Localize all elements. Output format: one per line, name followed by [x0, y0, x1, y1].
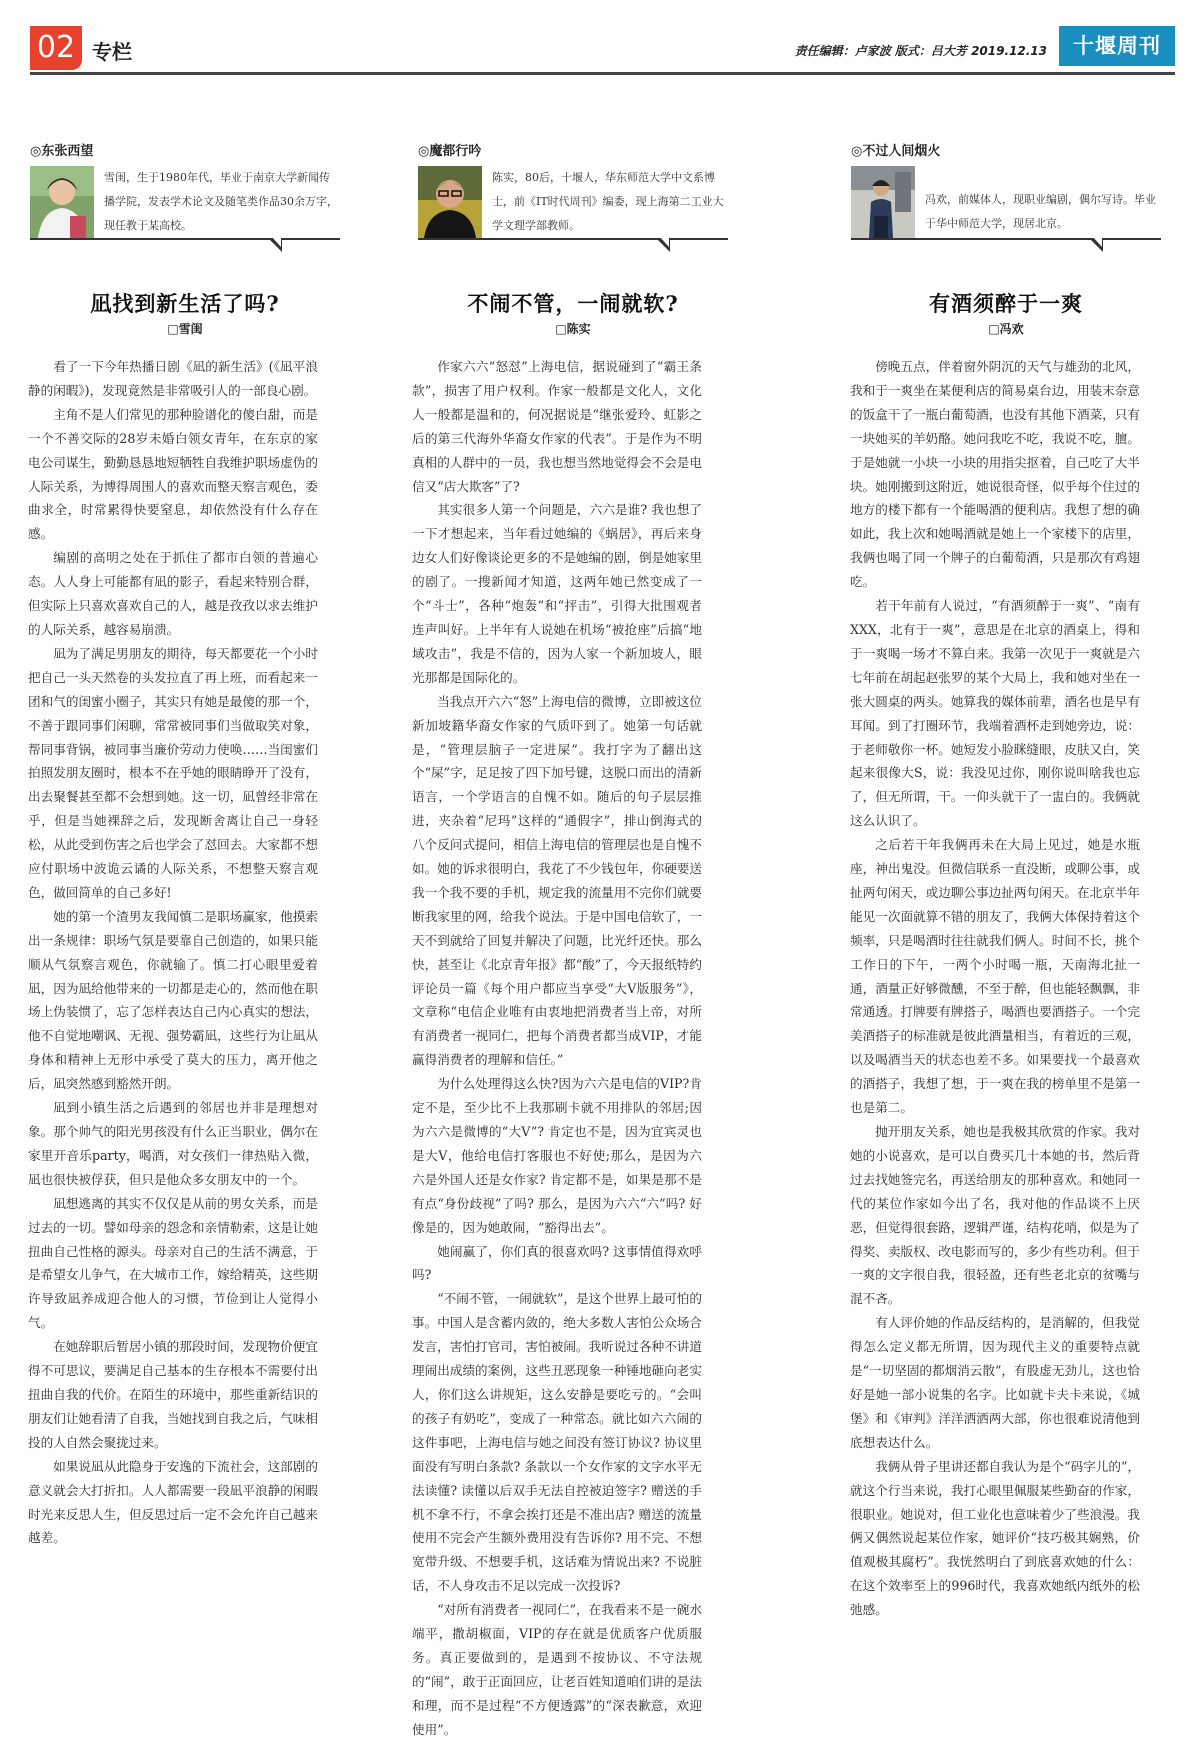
speech-tail: [268, 238, 282, 252]
article-author: □雪闺: [167, 322, 203, 336]
paragraph: “不闹不管，一闹就软”，是这个世界上最可怕的事。中国人是含蓄内敛的，绝大多数人害怕公众场合发言，害怕打官司，害怕被闹。我听说过各种不讲道理闹出成绩的案例，这些丑恶现象一种锤地砸向老实人，你们这么讲规矩，这么安静是要吃亏的。“会叫的孩子有奶吃”，变成了一种常态。就比如六六闹的这件事吧，上海电信与她之间没有签订协议? 协议里面没有写明白条款? 条款以一个女作家的文字水平无法读懂? 读懂以后双手无法自控被迫签字? 赠送的手机不拿不行，不拿会挨打还是不准出店? 赠送的流量使用不完会产生额外费用没有告诉你? 用不完、不想宽带升级、不想要手机，这话难为情说出来? 不说脏话，不人身攻击不足以完成一次投诉?: [412, 1291, 702, 1594]
paragraph: 看了一下今年热播日剧《凪的新生活》(《凪平浪静的闲暇》)，发现竟然是非常吸引人的一部良心剧。: [28, 359, 318, 398]
article-body-1: [28, 355, 318, 1550]
paragraph: 有人评价她的作品反结构的，是消解的，但我觉得怎么定义都无所谓，因为现代主义的重要特点就是“一切坚固的都烟消云散”，有股虚无劲儿，这也恰好是她一部小说集的名字。比如就卡夫卡来说，《城堡》和《审判》洋洋洒洒两大部，你也很难说清他到底想表达什么。: [850, 1315, 1140, 1450]
article-author: □冯欢: [988, 322, 1024, 336]
paragraph: 凪为了满足男朋友的期待，每天都要花一个小时把自己一头天然卷的头发拉直了再上班，而看起来一团和气的闺蜜小圈子，其实只有她是最傻的那一个，不善于跟同事们闲聊，常常被同事们当做取笑对象，帮同事背锅，被同事当廉价劳动力使唤……当闺蜜们拍照发朋友圈时，根本不在乎她的眼睛睁开了没有，出去聚餐甚至都不会想到她。这一切，凪曾经非常在乎，但是当她裸辞之后，发现断舍离让自己一身轻松，从此受到伤害之后也学会了怼回去。大家都不想应付职场中波诡云谲的人际关系，不想整天察言观色，做回简单的自己多好!: [28, 645, 318, 900]
header-divider: [30, 72, 1175, 75]
article-author: □陈实: [555, 322, 591, 336]
column-name: ◎东张西望: [30, 144, 94, 159]
author-bio-box: [418, 166, 728, 240]
paragraph: “对所有消费者一视同仁”，在我看来不是一碗水端平，撒胡椒面，VIP的存在就是优质客户优质服务。真正要做到的，是遇到不按协议、不守法规的“闹”，敢于正面回应，让老百姓知道咱们讲的是法和理，而不是过程“不方便透露”的“深表歉意，欢迎使用”。: [412, 1602, 702, 1737]
column-2: [418, 142, 728, 337]
paragraph: 主角不是人们常见的那种脸谱化的傻白甜，而是一个不善交际的28岁未婚白领女青年，在东京的家电公司谋生，勤勤恳恳地短牺牲自我维护职场虚伪的人际关系，为博得周围人的喜欢而整天察言观色，委曲求全，时常累得快要窒息，却依然没有什么存在感。: [28, 406, 318, 542]
article-body-2: [412, 355, 702, 1742]
paragraph: 凪想逃离的其实不仅仅是从前的男女关系，而是过去的一切。譬如母亲的怨念和亲情勒索，这是让她扭曲自己性格的源头。母亲对自己的生活不满意，于是希望女儿争气，在大城市工作，嫁给精英，这些期许导致凪养成迎合他人的习惯，节俭到让人觉得小气。: [28, 1195, 318, 1331]
paragraph: 为什么处理得这么快?因为六六是电信的VIP?肯定不是，至少比不上我那刷卡就不用排队的邻居;因为六六是微博的“大V”? 肯定也不是，因为宜宾灵也是大V，他给电信打客服也不好使;那么，是因为六六是外国人还是女作家? 肯定都不是，如果是那不是有点“身份歧视”了吗? 那么，是因为六六“六”吗? 好像是的，因为她敢闹，“豁得出去”。: [412, 1076, 702, 1235]
paragraph: 编剧的高明之处在于抓住了都市白领的普遍心态。人人身上可能都有凪的影子，看起来特别合群，但实际上只喜欢喜欢自己的人，越是孜孜以求去维护的人际关系，越容易崩溃。: [28, 550, 318, 637]
paragraph: 我俩从骨子里讲还都自我认为是个“码字儿的”，就这个行当来说，我打心眼里佩服某些勤奋的作家，很职业。她说对，但工业化也意味着少了些浪漫。我俩又偶然说起某位作家，她评价“技巧极其娴熟，价值观极其腐朽”。我恍然明白了到底喜欢她的什么：在这个效率至上的996时代，我喜欢她纸内纸外的松弛感。: [850, 1458, 1140, 1618]
author-bio-box: [851, 166, 1161, 240]
column-name: ◎魔都行吟: [418, 144, 482, 159]
author-bio-box: [30, 166, 340, 240]
column-3: [851, 142, 1161, 337]
paragraph: 作家六六“怒怼”上海电信，据说碰到了“霸王条款”，损害了用户权利。作家一般都是文化人，文化人一般都是温和的，何况据说是“继张爱玲、虹影之后的第三代海外华裔女作家的代表”。于是作为不明真相的人群中的一员，我也想当然地觉得会不会是电信又“店大欺客”了?: [412, 359, 702, 494]
speech-tail: [656, 238, 670, 252]
editor-credits: 责任编辑：卢家波 版式：吕大芳 2019.12.13: [794, 44, 1047, 58]
author-bio: 陈实，80后，十堰人，华东师范大学中文系博士，前《IT时代周刊》编委，现上海第二工业大学文理学部教师。: [492, 171, 724, 232]
author-bio: 冯欢，前媒体人，现职业编剧，偶尔写诗。毕业于华中师范大学，现居北京。: [925, 193, 1156, 230]
speech-tail: [1089, 238, 1103, 252]
page-number: 02: [30, 26, 82, 70]
paragraph: 她闹赢了，你们真的很喜欢吗? 这事情值得欢呼吗?: [412, 1243, 702, 1283]
column-name: ◎不过人间烟火: [851, 144, 941, 159]
paragraph: 如果说凪从此隐身于安逸的下流社会，这部剧的意义就会大打折扣。人人都需要一段凪平浪静的闲暇时光来反思人生，但反思过后一定不会允许自己越来越差。: [28, 1458, 318, 1546]
article-title: 有酒须醉于一爽: [929, 291, 1083, 316]
paragraph: 凪到小镇生活之后遇到的邻居也并非是理想对象。那个帅气的阳光男孩没有什么正当职业，偶尔在家里开音乐party，喝酒，对女孩们一律热贴入微，凪也很快被俘获，但只是他众多女朋友中的一个。: [28, 1100, 318, 1187]
masthead-logo: 十堰周刊: [1059, 26, 1175, 66]
author-bio: 雪闺，生于1980年代，毕业于南京大学新闻传播学院，发表学术论文及随笔类作品30余万字，现任教于某高校。: [104, 171, 338, 232]
paragraph: 若干年前有人说过，“有酒须醉于一爽”、“南有XXX，北有于一爽”，意思是在北京的酒桌上，得和于一爽喝一场才不算白来。我第一次见于一爽就是六七年前在胡起赵张罗的某个大局上，我和她对坐在一张大圆桌的两头。她算我的媒体前辈，酒名也是早有耳闻。到了打圈环节，我端着酒杯走到她旁边，说：于老师敬你一杯。她短发小脸眯缝眼，皮肤又白，笑起来很像大S，说：我没见过你，刚你说叫啥我也忘了，但无所谓，干。一仰头就干了一盅白的。我俩就这么认识了。: [850, 598, 1140, 829]
paragraph: 之后若干年我俩再未在大局上见过，她是水瓶座，神出鬼没。但微信联系一直没断，或聊公事，或扯两句闲天，或边聊公事边扯两句闲天。在北京半年能见一次面就算不错的朋友了，我俩大体保持着这个频率，只是喝酒时往往就我们俩人。时间不长，挑个工作日的下午，一两个小时喝一瓶，天南海北扯一通，酒量正好够微醺，不至于醉，但也能轻飘飘，非常通透。打牌要有牌搭子，喝酒也要酒搭子。一个完美酒搭子的标准就是彼此酒量相当，有着近的三观，以及喝酒当天的状态也差不多。如果要找一个最喜欢的酒搭子，我想了想，于一爽在我的榜单里不是第一也是第二。: [850, 837, 1140, 1116]
article-title: 凪找到新生活了吗?: [90, 291, 280, 316]
paragraph: 其实很多人第一个问题是，六六是谁? 我也想了一下才想起来，当年看过她编的《蜗居》，再后来身边女人们好像谈论更多的不是她编的剧，倒是她家里的剧了。一搜新闻才知道，这两年她已然变成了一个“斗士”，各种“炮轰”和“抨击”，引得大批围观者连声叫好。上半年有人说她在机场“被抢座”后搞“地域攻击”，我是不信的，因为人家一个新加坡人，眼光那都是国际化的。: [412, 502, 702, 685]
paragraph: 她的第一个渣男友我闻慎二是职场赢家，他摸索出一条规律：职场气氛是要靠自己创造的，如果只能顺从气氛察言观色，你就输了。慎二打心眼里爱着凪，因为凪给他带来的一切都是走心的，然而他在职场上伪装惯了，忘了怎样表达自己内心真实的想法，他不自觉地嘲讽、无视、强势霸凪，这些行为让凪从身体和精神上无形中承受了莫大的压力，离开他之后，凪突然感到豁然开朗。: [28, 908, 318, 1092]
column-1: [30, 142, 340, 337]
article-body-3: [850, 355, 1140, 1622]
author-photo: [851, 166, 915, 238]
paragraph: 在她辞职后暂居小镇的那段时间，发现物价便宜得不可思议，要满足自己基本的生存根本不需要付出扭曲自我的代价。在陌生的环境中，那些重新结识的朋友们让她看清了自我，当她找到自我之后，气味相投的人自然会聚拢过来。: [28, 1339, 318, 1450]
paragraph: 抛开朋友关系，她也是我极其欣赏的作家。我对她的小说喜欢，是可以自费买几十本她的书，然后背过去找她签完名，再送给朋友的那种喜欢。和她同一代的某位作家如今出了名，我对他的作品谈不上厌恶，但觉得很套路，逻辑严谨，结构花哨，似是为了得奖、卖版权、改电影而写的，多少有些功利。但于一爽的文字很自我，很轻盈，还有些老北京的贫嘴与混不吝。: [850, 1124, 1140, 1307]
page-header: [30, 26, 1175, 72]
article-title: 不闹不管，一闹就软?: [467, 291, 679, 316]
paragraph: 当我点开六六“怒”上海电信的微博，立即被这位新加坡籍华裔女作家的气质吓到了。她第一句话就是，“管理层脑子一定进屎”。我打字为了翻出这个“屎”字，足足按了四下加号键，这脱口而出的清新语言，一个学语言的自愧不如。随后的句子层层推进，夹杂着“尼玛”这样的“通假字”，排山倒海式的八个反问式提问，相信上海电信的管理层也是自愧不如。她的诉求很明白，我花了不少钱包年，你硬要送我一个我不要的手机，规定我的流量用不完你们就要断我家里的网，给我个说法。于是中国电信软了，一天不到就给了回复并解决了问题，比光纤还快。那么快，甚至让《北京青年报》都“酸”了，今天报纸特约评论员一篇《每个用户都应当享受“大V版服务”》，文章称“电信企业唯有由衷地把消费者当上帝，对所有消费者一视同仁，把每个消费者都当成VIP，才能赢得消费者的理解和信任。”: [412, 693, 702, 1068]
paragraph: 傍晚五点，伴着窗外阴沉的天气与雄劲的北风，我和于一爽坐在某便利店的简易桌台边，用装末奈意的饭盒干了一瓶白葡萄酒，也没有其他下酒菜，只有一块她买的羊奶酪。她问我吃不吃，我说不吃，膻。于是她就一小块一小块的用指尖抠着，自己吃了大半块。她刚搬到这附近，她说很奇怪，似乎每个住过的地方的楼下都有一个能喝酒的便利店。我想了想的确如此，我上次和她喝酒就是她上一个家楼下的店里，我俩也喝了同一个牌子的白葡萄酒，只是那次有鸡翅吃。: [850, 359, 1140, 590]
section-label: 专栏: [92, 40, 132, 64]
author-photo: [418, 166, 482, 238]
author-photo: [30, 166, 94, 238]
